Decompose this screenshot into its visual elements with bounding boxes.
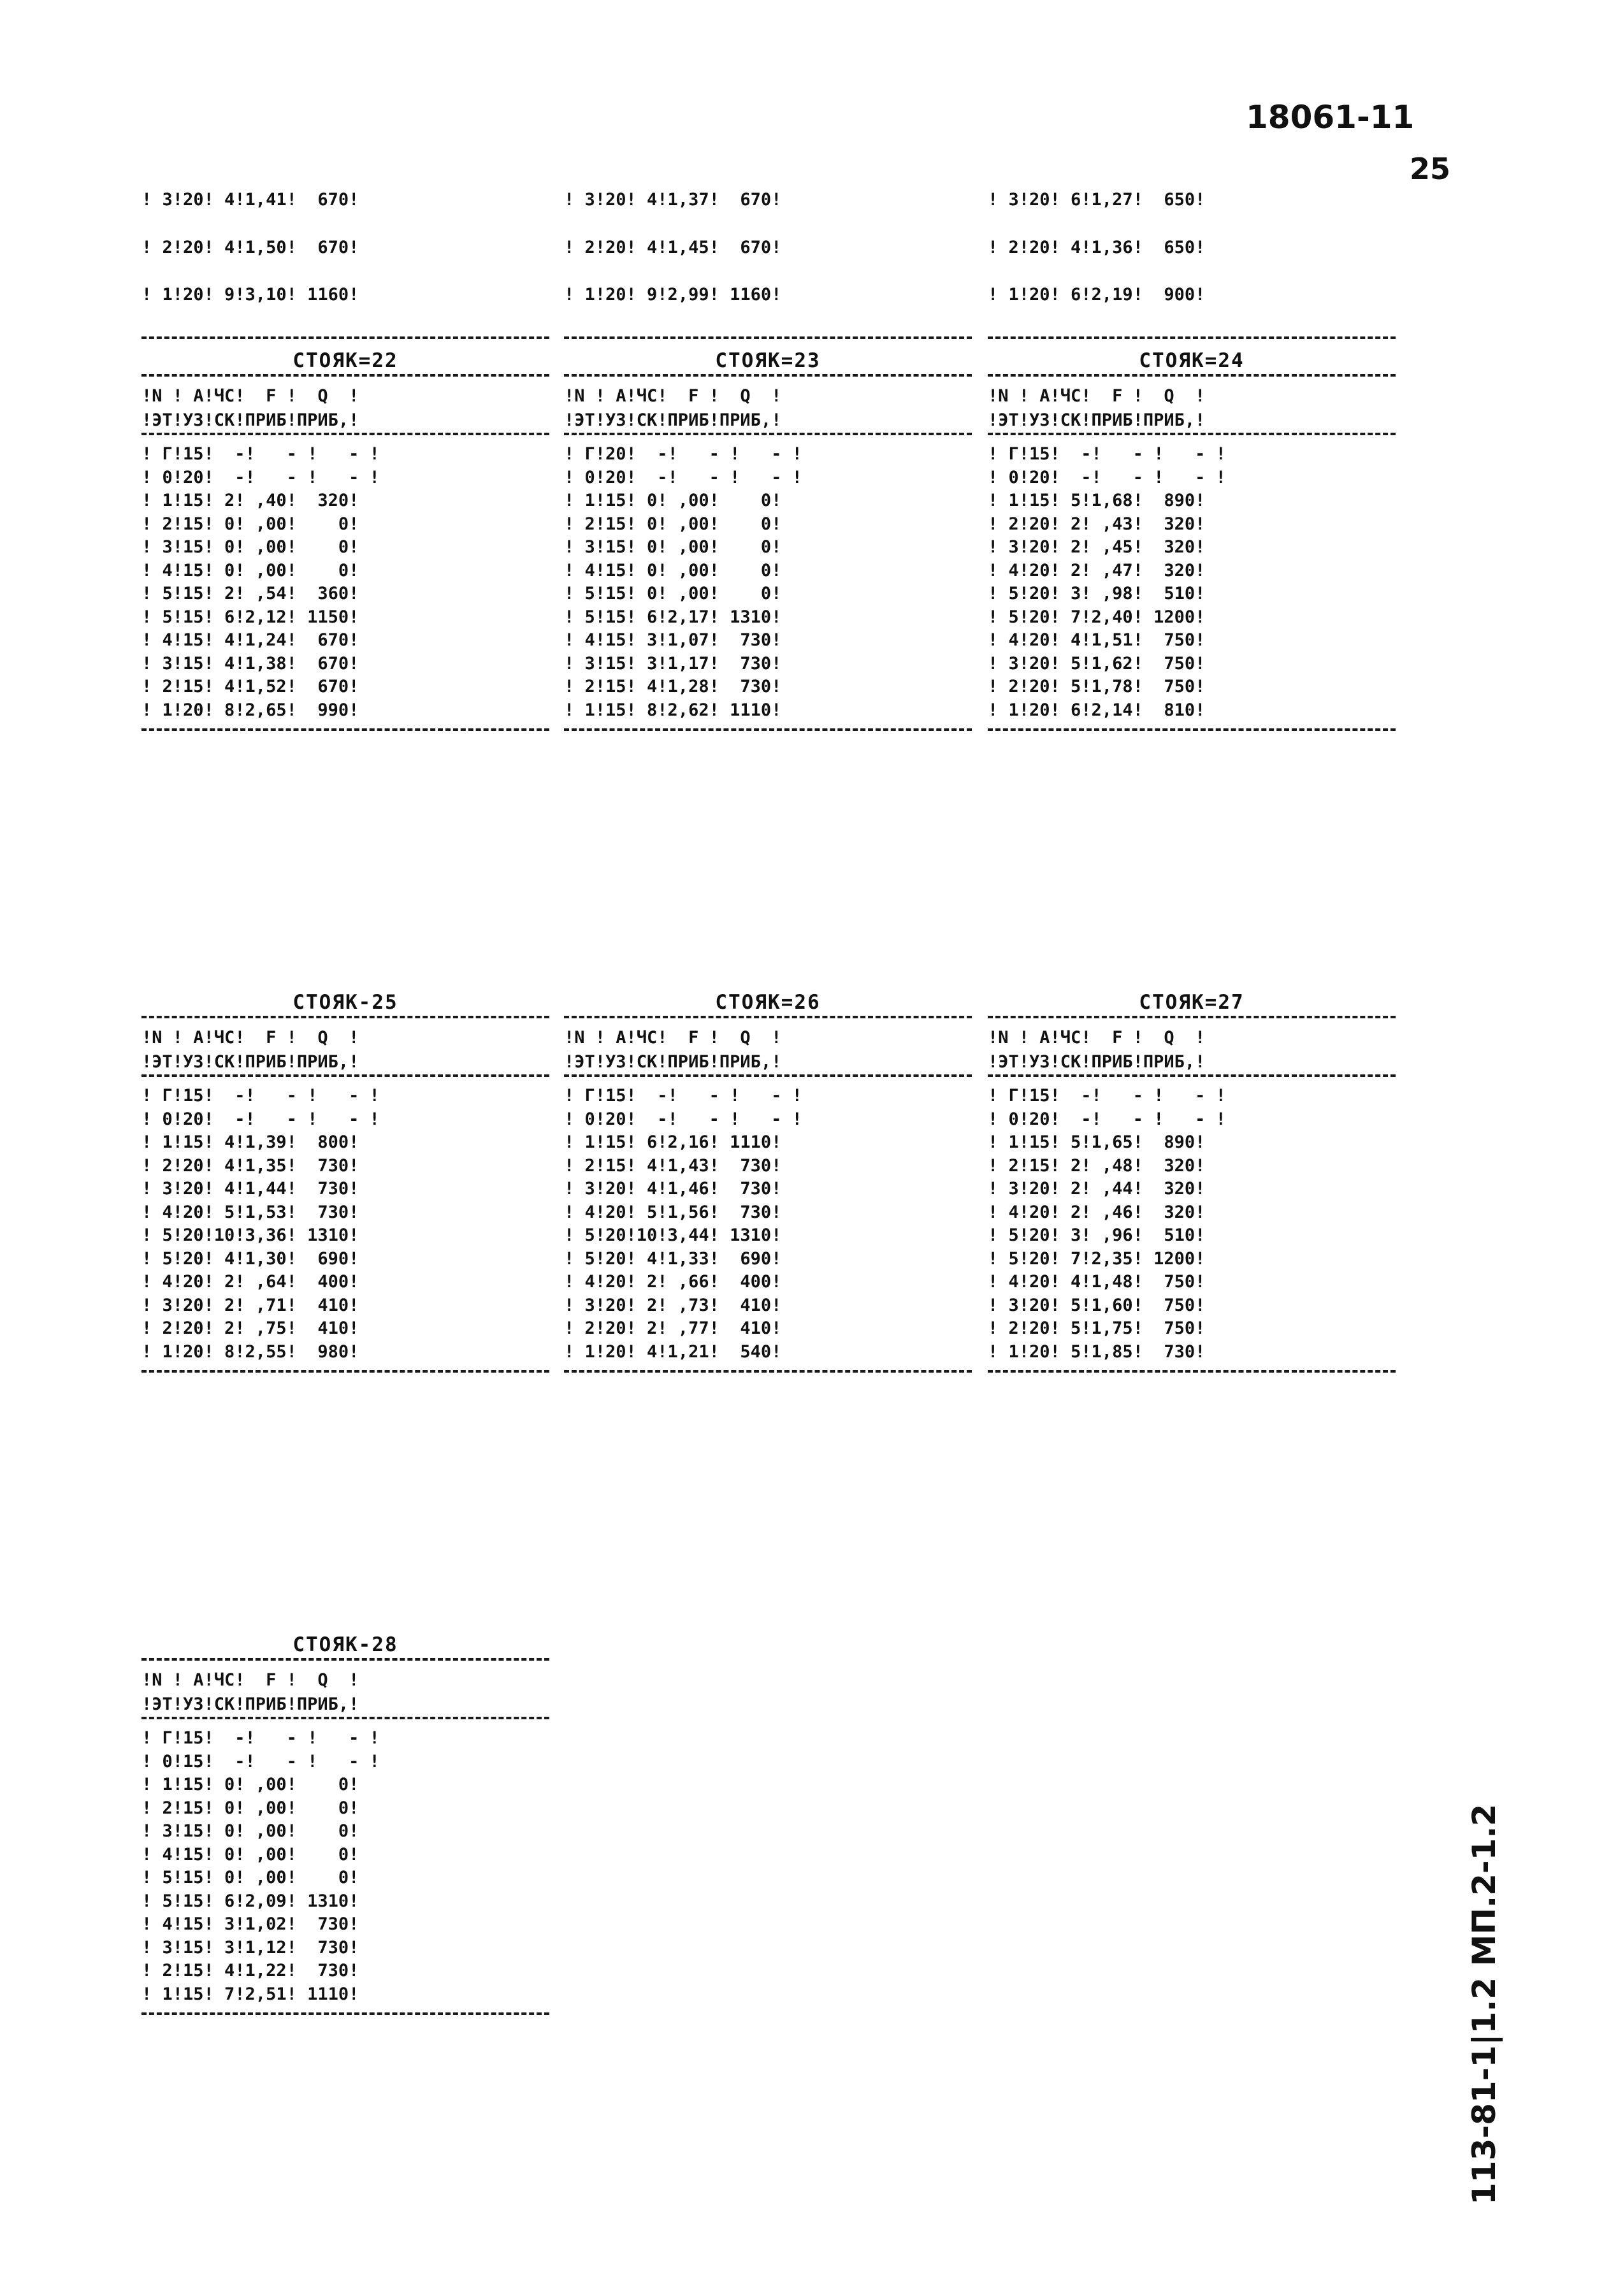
side-document-code: 113-81-1|1.2 МП.2-1.2 (1466, 1803, 1503, 2205)
table-row: ! 1!20! 8!2,65! 990! (141, 700, 359, 720)
table-row: ! 2!20! 4!1,35! 730! (141, 1155, 359, 1176)
table-row: ! 2!20! 4!1,36! 650! (988, 237, 1206, 257)
table-header: !ЭТ!УЗ!СК!ПРИБ!ПРИБ,! (141, 410, 359, 430)
table-header: !ЭТ!УЗ!СК!ПРИБ!ПРИБ,! (988, 410, 1206, 430)
table-header: !N ! А!ЧС! F ! Q ! (988, 1028, 1206, 1048)
dashed-rule (141, 1658, 549, 1661)
table-row: ! 1!20! 4!1,21! 540! (564, 1341, 782, 1362)
dashed-rule (564, 336, 972, 339)
table-row: ! 3!20! 4!1,41! 670! (141, 190, 359, 210)
dashed-rule (564, 1016, 972, 1018)
table-row: ! 1!20! 6!2,14! 810! (988, 700, 1206, 720)
table-row: ! 4!15! 0! ,00! 0! (141, 1844, 359, 1865)
table-row: ! 0!20! -! - ! - ! (564, 1109, 802, 1129)
stoyak-block-28 (141, 1631, 549, 2015)
stoyak-title: СТОЯК-25 (293, 991, 398, 1014)
table-row: ! Г!15! -! - ! - ! (141, 1086, 380, 1106)
dashed-rule (988, 374, 1396, 377)
table-row: ! 3!20! 4!1,44! 730! (141, 1179, 359, 1199)
table-row: ! 3!15! 0! ,00! 0! (141, 1821, 359, 1841)
table-row: ! 2!20! 5!1,78! 750! (988, 677, 1206, 697)
table-row: ! 5!20! 3! ,98! 510! (988, 584, 1206, 603)
table-row: ! 5!20! 7!2,35! 1200! (988, 1248, 1206, 1269)
table-row: ! 0!20! -! - ! - ! (141, 467, 380, 487)
table-body (564, 1085, 972, 1364)
continuation-block-2 (564, 164, 972, 351)
table-row: ! 1!15! 6!2,16! 1110! (564, 1132, 782, 1152)
table-header: !ЭТ!УЗ!СК!ПРИБ!ПРИБ,! (141, 1052, 359, 1072)
dashed-rule (564, 374, 972, 377)
table-row: ! 5!15! 6!2,12! 1150! (141, 607, 359, 627)
table-body (988, 1085, 1396, 1364)
table-row: ! 2!20! 2! ,43! 320! (988, 514, 1206, 534)
stoyak-title: СТОЯК-28 (293, 1633, 398, 1656)
table-row: ! 2!15! 4!1,43! 730! (564, 1155, 782, 1176)
dashed-rule (141, 1074, 549, 1077)
doc-number: 18061-11 (1246, 99, 1415, 136)
table-row: ! 2!15! 0! ,00! 0! (141, 514, 359, 534)
table-row: ! 0!20! -! - ! - ! (141, 1109, 380, 1129)
table-body (141, 443, 549, 722)
dashed-rule (141, 1016, 549, 1018)
table-row: ! Г!15! -! - ! - ! (988, 1086, 1226, 1106)
table-header: !ЭТ!УЗ!СК!ПРИБ!ПРИБ,! (988, 1052, 1206, 1072)
stoyak-block-23 (564, 347, 972, 731)
table-row: ! 3!15! 4!1,38! 670! (141, 653, 359, 674)
table-row: ! 3!20! 2! ,45! 320! (988, 537, 1206, 557)
stoyak-block-25 (141, 989, 549, 1373)
table-row: ! Г!20! -! - ! - ! (564, 444, 802, 464)
stoyak-block-24 (988, 347, 1396, 731)
stoyak-title: СТОЯК=23 (715, 349, 821, 372)
stoyak-title: СТОЯК=24 (1139, 349, 1245, 372)
table-row: ! 2!15! 4!1,52! 670! (141, 677, 359, 697)
dashed-rule (564, 1370, 972, 1373)
table-row: ! 2!20! 4!1,45! 670! (564, 237, 782, 257)
stoyak-block-22 (141, 347, 549, 731)
table-row: ! 5!20! 3! ,96! 510! (988, 1225, 1206, 1245)
table-row: ! 3!20! 4!1,46! 730! (564, 1179, 782, 1199)
dashed-rule (988, 433, 1396, 435)
table-row: ! 4!15! 4!1,24! 670! (141, 630, 359, 650)
stoyak-block-27 (988, 989, 1396, 1373)
table-row: ! 1!20! 8!2,55! 980! (141, 1341, 359, 1362)
table-row: ! 5!20! 7!2,40! 1200! (988, 607, 1206, 627)
table-row: ! 3!20! 2! ,44! 320! (988, 1179, 1206, 1199)
dashed-rule (988, 336, 1396, 339)
table-row: ! Г!15! -! - ! - ! (988, 444, 1226, 464)
table-header: !N ! А!ЧС! F ! Q ! (564, 1028, 782, 1048)
dashed-rule (141, 1717, 549, 1719)
table-row: ! 4!15! 0! ,00! 0! (564, 560, 782, 581)
table-row: ! 4!20! 4!1,51! 750! (988, 630, 1206, 650)
table-row: ! 1!15! 7!2,51! 1110! (141, 1984, 359, 2004)
page-number: 25 (1410, 152, 1451, 186)
stoyak-block-26 (564, 989, 972, 1373)
table-row: ! Г!15! -! - ! - ! (564, 1086, 802, 1106)
dashed-rule (988, 1074, 1396, 1077)
dashed-rule (141, 728, 549, 731)
table-row: ! 1!20! 5!1,85! 730! (988, 1341, 1206, 1362)
table-row: ! 3!20! 6!1,27! 650! (988, 190, 1206, 210)
table-row: ! 1!15! 5!1,65! 890! (988, 1132, 1206, 1152)
table-row: ! 3!15! 3!1,17! 730! (564, 653, 782, 674)
table-row: ! 4!20! 4!1,48! 750! (988, 1272, 1206, 1292)
table-row: ! 4!20! 5!1,56! 730! (564, 1202, 782, 1222)
dashed-rule (141, 433, 549, 435)
table-row: ! 5!20! 4!1,33! 690! (564, 1248, 782, 1269)
table-row: ! 2!15! 4!1,28! 730! (564, 677, 782, 697)
dashed-rule (564, 1074, 972, 1077)
table-row: ! 1!20! 6!2,19! 900! (988, 285, 1206, 305)
table-row: ! 0!15! -! - ! - ! (141, 1751, 380, 1772)
table-row: ! 4!20! 2! ,66! 400! (564, 1272, 782, 1292)
table-header: !N ! А!ЧС! F ! Q ! (988, 386, 1206, 406)
table-row: ! 1!20! 9!2,99! 1160! (564, 285, 782, 305)
table-row: ! 4!15! 0! ,00! 0! (141, 560, 359, 581)
table-row: ! 4!20! 5!1,53! 730! (141, 1202, 359, 1222)
continuation-block-1 (141, 164, 549, 351)
table-row: ! 5!15! 0! ,00! 0! (141, 1868, 359, 1888)
table-row: ! 3!20! 2! ,71! 410! (141, 1295, 359, 1315)
dashed-rule (141, 2012, 549, 2015)
table-row: ! 2!15! 4!1,22! 730! (141, 1961, 359, 1981)
table-row: ! 4!15! 3!1,02! 730! (141, 1914, 359, 1934)
table-row: ! 2!20! 2! ,75! 410! (141, 1318, 359, 1338)
table-row: ! Г!15! -! - ! - ! (141, 1728, 380, 1748)
table-row: ! 3!15! 0! ,00! 0! (564, 537, 782, 557)
dashed-rule (564, 728, 972, 731)
table-row: ! 5!15! 0! ,00! 0! (564, 584, 782, 603)
table-row: ! 1!15! 0! ,00! 0! (141, 1775, 359, 1794)
dashed-rule (564, 433, 972, 435)
table-row: ! 2!20! 5!1,75! 750! (988, 1318, 1206, 1338)
table-row: ! 1!15! 5!1,68! 890! (988, 491, 1206, 510)
table-row: ! 4!20! 2! ,64! 400! (141, 1272, 359, 1292)
table-row: ! Г!15! -! - ! - ! (141, 444, 380, 464)
table-row: ! 3!20! 5!1,60! 750! (988, 1295, 1206, 1315)
table-header: !N ! А!ЧС! F ! Q ! (141, 1670, 359, 1690)
table-row: ! 0!20! -! - ! - ! (564, 467, 802, 487)
table-row: ! 1!20! 9!3,10! 1160! (141, 285, 359, 305)
table-row: ! 2!15! 0! ,00! 0! (564, 514, 782, 534)
table-row: ! 5!15! 6!2,17! 1310! (564, 607, 782, 627)
table-body (988, 443, 1396, 722)
table-row: ! 2!15! 2! ,48! 320! (988, 1155, 1206, 1176)
table-header: !ЭТ!УЗ!СК!ПРИБ!ПРИБ,! (564, 410, 782, 430)
dashed-rule (141, 1370, 549, 1373)
table-header: !ЭТ!УЗ!СК!ПРИБ!ПРИБ,! (141, 1694, 359, 1714)
dashed-rule (988, 1370, 1396, 1373)
table-row: ! 4!20! 2! ,46! 320! (988, 1202, 1206, 1222)
table-header: !N ! А!ЧС! F ! Q ! (141, 1028, 359, 1048)
table-row: ! 5!20!10!3,44! 1310! (564, 1225, 782, 1245)
table-row: ! 3!15! 0! ,00! 0! (141, 537, 359, 557)
table-row: ! 3!20! 4!1,37! 670! (564, 190, 782, 210)
table-row: ! 5!15! 6!2,09! 1310! (141, 1891, 359, 1911)
table-row: ! 0!20! -! - ! - ! (988, 1109, 1226, 1129)
stoyak-title: СТОЯК=27 (1139, 991, 1245, 1014)
table-row: ! 2!20! 2! ,77! 410! (564, 1318, 782, 1338)
table-row: ! 4!15! 3!1,07! 730! (564, 630, 782, 650)
table-row: ! 2!20! 4!1,50! 670! (141, 237, 359, 257)
table-row: ! 0!20! -! - ! - ! (988, 467, 1226, 487)
dashed-rule (141, 336, 549, 339)
table-header: !N ! А!ЧС! F ! Q ! (141, 386, 359, 406)
dashed-rule (988, 1016, 1396, 1018)
table-row: ! 3!20! 5!1,62! 750! (988, 653, 1206, 674)
table-row: ! 4!20! 2! ,47! 320! (988, 560, 1206, 581)
table-row: ! 1!15! 0! ,00! 0! (564, 491, 782, 510)
table-row: ! 3!20! 2! ,73! 410! (564, 1295, 782, 1315)
dashed-rule (141, 374, 549, 377)
table-row: ! 5!20!10!3,36! 1310! (141, 1225, 359, 1245)
table-row: ! 1!15! 2! ,40! 320! (141, 491, 359, 510)
table-body (564, 443, 972, 722)
table-row: ! 1!15! 8!2,62! 1110! (564, 700, 782, 720)
table-row: ! 3!15! 3!1,12! 730! (141, 1937, 359, 1958)
table-row: ! 5!15! 2! ,54! 360! (141, 584, 359, 603)
table-header: !N ! А!ЧС! F ! Q ! (564, 386, 782, 406)
stoyak-title: СТОЯК=26 (715, 991, 821, 1014)
table-body (141, 1727, 549, 2006)
dashed-rule (988, 728, 1396, 731)
table-row: ! 5!20! 4!1,30! 690! (141, 1248, 359, 1269)
table-row: ! 1!15! 4!1,39! 800! (141, 1132, 359, 1152)
continuation-block-3 (988, 164, 1396, 351)
table-header: !ЭТ!УЗ!СК!ПРИБ!ПРИБ,! (564, 1052, 782, 1072)
stoyak-title: СТОЯК=22 (293, 349, 398, 372)
table-row: ! 2!15! 0! ,00! 0! (141, 1798, 359, 1818)
table-body (141, 1085, 549, 1364)
